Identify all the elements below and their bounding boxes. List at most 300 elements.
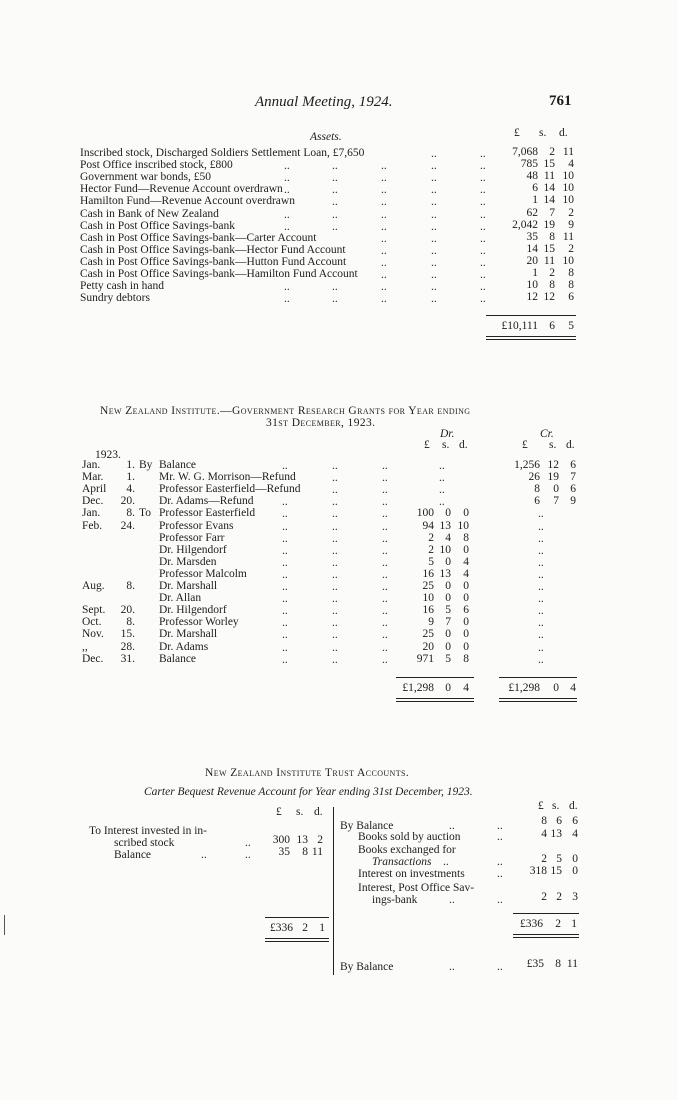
asset-row-pence: 10 [562,182,574,194]
grant-row-cr-shillings: 0 [553,483,559,495]
grant-row-prefix: By [139,459,153,471]
leader-dots: .. [282,521,288,533]
asset-row-label: Cash in Post Office Savings-bank—Hamilton Fund Account [80,268,358,280]
grant-row-day: 4. [126,483,135,495]
grants-cr-total-rule-2 [499,701,577,702]
trust-right-r3-pence: 0 [572,853,578,865]
leader-dots: .. [431,233,437,245]
leader-dots: .. [282,460,288,472]
leader-dots: .. [332,196,338,208]
asset-row-pounds: 48 [526,170,538,182]
grants-cr-shillings: s. [549,439,557,451]
leader-dots: .. [332,209,338,221]
leader-dots: .. [381,184,387,196]
grant-row-dr-pounds: 100 [416,507,434,519]
grant-row-label: Professor Malcolm [159,568,247,580]
leader-dots: .. [284,281,290,293]
asset-row-shillings: 2 [549,267,555,279]
trust-left-total-pounds: £336 [270,922,293,934]
asset-row-shillings: 7 [549,207,555,219]
leader-dots: .. [480,148,486,160]
grant-row-month: April [82,483,107,495]
grant-row-cr-shillings: 19 [547,471,559,483]
trust-left-subtotal-rule [265,917,329,918]
grant-row-day: 1. [126,459,135,471]
leader-dots: .. [332,642,338,654]
asset-row-pounds: 12 [526,291,538,303]
grant-row-day: 28. [120,641,135,653]
trust-closing-pence: 11 [566,958,578,970]
grants-total-cr-pounds: £1,298 [508,682,540,694]
asset-row-pounds: 1 [532,267,538,279]
leader-dots: .. [382,593,388,605]
grant-row-label: Dr. Hilgendorf [159,604,227,616]
trust-right-r2-pounds: 4 [541,828,547,840]
empty-dots: .. [538,629,544,641]
grant-row-month: ,, [82,641,88,653]
asset-row-pence: 8 [568,279,574,291]
assets-currency-pounds: £ [514,127,520,139]
trust-right-subtotal-rule [513,913,579,914]
trust-right-leader-3b: .. [497,856,503,868]
trust-left-leader-1: .. [245,837,251,849]
asset-row-pence: 2 [568,207,574,219]
leader-dots: .. [332,496,338,508]
trust-right-r5b: ings-bank [372,894,418,906]
grant-row-dr-pence: 0 [463,616,469,628]
grant-row-dr-pence: 0 [463,641,469,653]
leader-dots: .. [480,160,486,172]
trust-right-r3a: Books exchanged for [358,844,456,856]
trust-right-leader-5a: .. [449,894,455,906]
leader-dots: .. [480,233,486,245]
leader-dots: .. [284,184,290,196]
grant-row-dr-pence: 0 [463,592,469,604]
grants-cr-total-rule-1 [499,698,577,699]
leader-dots: .. [332,605,338,617]
grants-total-dr-pence: 4 [463,682,469,694]
leader-dots: .. [431,148,437,160]
leader-dots: .. [382,557,388,569]
leader-dots: .. [332,545,338,557]
trust-closing-label: By Balance [340,961,394,973]
leader-dots: .. [431,293,437,305]
grant-row-dr-shillings: 5 [445,604,451,616]
grant-row-dr-shillings: 0 [445,628,451,640]
grant-row-dr-pence: 4 [463,556,469,568]
grant-row-dr-pounds: 16 [422,568,434,580]
grants-dr-total-rule-2 [396,701,474,702]
asset-row-shillings: 15 [543,243,555,255]
leader-dots: .. [431,245,437,257]
grant-row-label: Balance [159,653,197,665]
leader-dots: .. [332,281,338,293]
trust-closing-leader-a: .. [449,961,455,973]
grants-cr-pounds: £ [522,439,528,451]
leader-dots: .. [332,617,338,629]
grant-row-label: Dr. Marshall [159,628,218,640]
trust-right-r1: By Balance [340,820,394,832]
grants-total-cr-shillings: 0 [553,682,559,694]
leader-dots: .. [332,172,338,184]
trust-right-r1-pounds: 8 [541,815,547,827]
grant-row-dr-shillings: 5 [445,653,451,665]
trust-right-r5-shillings: 2 [556,891,562,903]
empty-dots: .. [538,654,544,666]
trust-right-total-rule-1 [513,934,579,935]
leader-dots: .. [382,605,388,617]
grant-row-dr-pence: 0 [463,507,469,519]
asset-row-pence: 10 [562,255,574,267]
leader-dots: .. [332,184,338,196]
trust-left-line3-pounds: 35 [278,846,290,858]
trust-left-total-shillings: 2 [302,922,308,934]
leader-dots: .. [332,654,338,666]
asset-row-pence: 9 [568,219,574,231]
grants-dr-shillings: s. [442,439,450,451]
grant-row-day: 24. [120,520,135,532]
empty-dots: .. [538,617,544,629]
grant-row-dr-pence: 4 [463,568,469,580]
asset-row-label: Hector Fund—Revenue Account overdrawn [80,183,283,195]
grants-total-cr-pence: 4 [570,682,576,694]
grant-row-dr-shillings: 0 [445,580,451,592]
trust-right-total-pounds: £336 [520,918,543,930]
leader-dots: .. [332,557,338,569]
asset-row-pounds: 14 [526,243,538,255]
page-number: 761 [549,93,572,109]
asset-row-shillings: 15 [543,158,555,170]
grant-row-label: Dr. Marsden [159,556,217,568]
grant-row-dr-pence: 8 [463,532,469,544]
leader-dots: .. [282,508,288,520]
trust-left-line2: scribed stock [114,837,175,849]
grant-row-dr-shillings: 0 [445,592,451,604]
assets-total-pounds: £10,111 [501,320,538,332]
asset-row-shillings: 8 [549,279,555,291]
trust-right-currency-shillings: s. [552,800,560,812]
leader-dots: .. [431,269,437,281]
grants-cr-label: Cr. [540,428,554,440]
trust-left-line2-shillings: 13 [296,834,308,846]
grant-row-cr-pounds: 1,256 [514,459,540,471]
grants-total-dr-pounds: £1,298 [402,682,434,694]
grant-row-day: 1. [126,471,135,483]
grant-row-dr-pounds: 10 [422,592,434,604]
leader-dots: .. [381,196,387,208]
empty-dots: .. [538,545,544,557]
grant-row-dr-shillings: 13 [439,568,451,580]
trust-right-r2: Books sold by auction [358,831,461,843]
grant-row-month: Dec. [82,495,104,507]
assets-currency-shillings: s. [539,127,547,139]
leader-dots: .. [382,484,388,496]
trust-right-r3-shillings: 5 [556,853,562,865]
trust-right-leader-1a: .. [449,820,455,832]
leader-dots: .. [382,496,388,508]
leader-dots: .. [332,221,338,233]
asset-row-pounds: 785 [520,158,538,170]
grant-row-day: 8. [126,507,135,519]
empty-dots: .. [538,508,544,520]
leader-dots: .. [381,245,387,257]
grant-row-dr-pounds: 16 [422,604,434,616]
asset-row-pounds: 35 [526,231,538,243]
grants-title-line2: 31st December, 1923. [266,417,376,429]
asset-row-pence: 10 [562,194,574,206]
trust-right-r2-pence: 4 [572,828,578,840]
trust-right-currency-pence: d. [569,800,578,812]
empty-dots: .. [538,605,544,617]
grant-row-label: Professor Farr [159,532,225,544]
trust-right-r4-pence: 0 [572,865,578,877]
leader-dots: .. [282,654,288,666]
asset-row-label: Inscribed stock, Discharged Soldiers Settlement Loan, £7,650 [80,147,365,159]
grant-row-dr-shillings: 4 [445,532,451,544]
grant-row-cr-shillings: 12 [547,459,559,471]
grant-row-cr-pounds: 26 [528,471,540,483]
leader-dots: .. [382,654,388,666]
trust-left-currency-shillings: s. [296,806,304,818]
asset-row-shillings: 19 [543,219,555,231]
trust-left-total-pence: 1 [319,922,325,934]
trust-left-line2-pence: 2 [317,834,323,846]
trust-left-line2-pounds: 300 [272,834,290,846]
trust-right-r4: Interest on investments [358,868,465,880]
running-title: Annual Meeting, 1924. [255,94,393,110]
trust-right-r3-pounds: 2 [541,853,547,865]
grant-row-month: Oct. [82,616,102,628]
grant-row-cr-pence: 6 [570,483,576,495]
leader-dots: .. [431,160,437,172]
leader-dots: .. [431,172,437,184]
grant-row-dr-pounds: 20 [422,641,434,653]
leader-dots: .. [382,642,388,654]
leader-dots: .. [282,496,288,508]
assets-total-rule-1 [486,336,576,337]
asset-row-shillings: 12 [543,291,555,303]
asset-row-label: Government war bonds, £50 [80,171,211,183]
trust-right-r2-shillings: 13 [550,828,562,840]
grant-row-month: Mar. [82,471,104,483]
leader-dots: .. [284,209,290,221]
empty-dots: .. [439,484,445,496]
leader-dots: .. [381,293,387,305]
grant-row-label: Balance [159,459,197,471]
leader-dots: .. [282,557,288,569]
grant-row-dr-pence: 10 [457,520,469,532]
trust-left-total-rule-1 [265,938,329,939]
grants-dr-label: Dr. [440,428,455,440]
leader-dots: .. [282,629,288,641]
leader-dots: .. [332,293,338,305]
trust-right-r3b: Transactions [372,856,432,868]
leader-dots: .. [382,569,388,581]
grants-dr-total-rule-1 [396,698,474,699]
grant-row-dr-pence: 8 [463,653,469,665]
trust-right-r1-shillings: 6 [556,815,562,827]
asset-row-pence: 11 [562,146,574,158]
grant-row-label: Mr. W. G. Morrison—Refund [159,471,296,483]
grant-row-dr-shillings: 0 [445,556,451,568]
grant-row-label: Dr. Adams—Refund [159,495,254,507]
asset-row-shillings: 11 [543,170,555,182]
trust-right-leader-4: .. [497,868,503,880]
grant-row-dr-pence: 0 [463,544,469,556]
grants-total-dr-shillings: 0 [445,682,451,694]
grant-row-dr-pence: 0 [463,628,469,640]
trust-right-r5-pence: 3 [572,891,578,903]
leader-dots: .. [332,484,338,496]
leader-dots: .. [381,209,387,221]
asset-row-pounds: 1 [532,194,538,206]
leader-dots: .. [382,460,388,472]
asset-row-shillings: 8 [549,231,555,243]
empty-dots: .. [538,569,544,581]
asset-row-pence: 10 [562,170,574,182]
grant-row-label: Dr. Adams [159,641,209,653]
grants-cr-pence: d. [566,439,575,451]
empty-dots: .. [538,533,544,545]
leader-dots: .. [381,172,387,184]
leader-dots: .. [480,209,486,221]
grant-row-dr-pence: 0 [463,580,469,592]
asset-row-label: Post Office inscribed stock, £800 [80,159,233,171]
leader-dots: .. [431,221,437,233]
asset-row-label: Cash in Post Office Savings-bank—Carter Account [80,232,317,244]
grant-row-month: Feb. [82,520,103,532]
leader-dots: .. [381,281,387,293]
leader-dots: .. [332,533,338,545]
asset-row-label: Petty cash in hand [80,280,164,292]
asset-row-pounds: 20 [526,255,538,267]
leader-dots: .. [284,160,290,172]
grant-row-month: Aug. [82,580,105,592]
leader-dots: .. [382,472,388,484]
asset-row-pounds: 7,068 [512,146,538,158]
trust-right-currency-pounds: £ [538,800,544,812]
trust-closing-pounds: £35 [526,958,544,970]
grant-row-prefix: To [139,507,151,519]
leader-dots: .. [332,629,338,641]
leader-dots: .. [480,269,486,281]
leader-dots: .. [480,281,486,293]
grant-row-day: 20. [120,604,135,616]
leader-dots: .. [332,593,338,605]
grant-row-month: Nov. [82,628,104,640]
trust-right-r5a: Interest, Post Office Sav- [358,882,475,894]
leader-dots: .. [382,617,388,629]
leader-dots: .. [431,184,437,196]
trust-title: New Zealand Institute Trust Accounts. [205,767,410,779]
grant-row-label: Professor Easterfield [159,507,256,519]
leader-dots: .. [381,233,387,245]
grant-row-label: Dr. Hilgendorf [159,544,227,556]
leader-dots: .. [282,545,288,557]
trust-closing-shillings: 8 [555,958,561,970]
grant-row-dr-pence: 6 [463,604,469,616]
grant-row-day: 8. [126,616,135,628]
trust-right-r4-pounds: 318 [529,865,547,877]
leader-dots: .. [381,221,387,233]
trust-left-currency-pence: d. [314,806,323,818]
leader-dots: .. [480,245,486,257]
trust-right-r1-pence: 6 [572,815,578,827]
leader-dots: .. [382,508,388,520]
grant-row-dr-pounds: 9 [428,616,434,628]
trust-right-leader-5b: .. [497,894,503,906]
asset-row-pence: 8 [568,267,574,279]
leader-dots: .. [284,172,290,184]
leader-dots: .. [431,281,437,293]
asset-row-pence: 4 [568,158,574,170]
trust-right-r5-pounds: 2 [541,891,547,903]
trust-right-leader-1b: .. [497,820,503,832]
asset-row-shillings: 14 [543,194,555,206]
assets-total-rule-2 [486,339,576,340]
leader-dots: .. [382,629,388,641]
grant-row-month: Jan. [82,459,101,471]
grant-row-cr-pence: 7 [570,471,576,483]
trust-left-line3-pence: 11 [311,846,323,858]
grants-dr-pence: d. [459,439,468,451]
leader-dots: .. [431,257,437,269]
leader-dots: .. [282,593,288,605]
empty-dots: .. [439,496,445,508]
grant-row-month: Jan. [82,507,101,519]
grant-row-cr-pounds: 8 [534,483,540,495]
leader-dots: .. [284,293,290,305]
grant-row-label: Dr. Marshall [159,580,218,592]
asset-row-label: Cash in Bank of New Zealand [80,208,219,220]
leader-dots: .. [480,293,486,305]
asset-row-shillings: 11 [543,255,555,267]
leader-dots: .. [480,221,486,233]
grant-row-dr-pounds: 25 [422,580,434,592]
grant-row-label: Dr. Allan [159,592,202,604]
trust-left-leader-2: .. [201,849,207,861]
assets-total-shillings: 6 [549,320,555,332]
leader-dots: .. [332,472,338,484]
grants-title-line1: New Zealand Institute.—Government Research Grants for Year ending [100,405,471,417]
asset-row-pounds: 2,042 [512,219,538,231]
grant-row-month: Dec. [82,653,104,665]
empty-dots: .. [439,472,445,484]
leader-dots: .. [382,533,388,545]
asset-row-pounds: 62 [526,207,538,219]
leader-dots: .. [282,533,288,545]
grant-row-month: Sept. [82,604,106,616]
asset-row-label: Cash in Post Office Savings-bank [80,220,236,232]
assets-currency-pence: d. [559,127,568,139]
trust-right-leader-3a: .. [443,856,449,868]
leader-dots: .. [480,196,486,208]
asset-row-label: Sundry debtors [80,292,150,304]
leader-dots: .. [284,221,290,233]
grant-row-cr-shillings: 7 [553,495,559,507]
grant-row-dr-shillings: 10 [439,544,451,556]
empty-dots: .. [538,593,544,605]
grant-row-dr-shillings: 0 [445,641,451,653]
grant-row-dr-pounds: 94 [422,520,434,532]
leader-dots: .. [282,581,288,593]
trust-subtitle: Carter Bequest Revenue Account for Year ending 31st December, 1923. [144,786,473,798]
trust-right-total-pence: 1 [571,918,577,930]
trust-left-leader-3: .. [245,849,251,861]
leader-dots: .. [332,581,338,593]
leader-dots: .. [381,269,387,281]
trust-left-line3-shillings: 8 [302,846,308,858]
